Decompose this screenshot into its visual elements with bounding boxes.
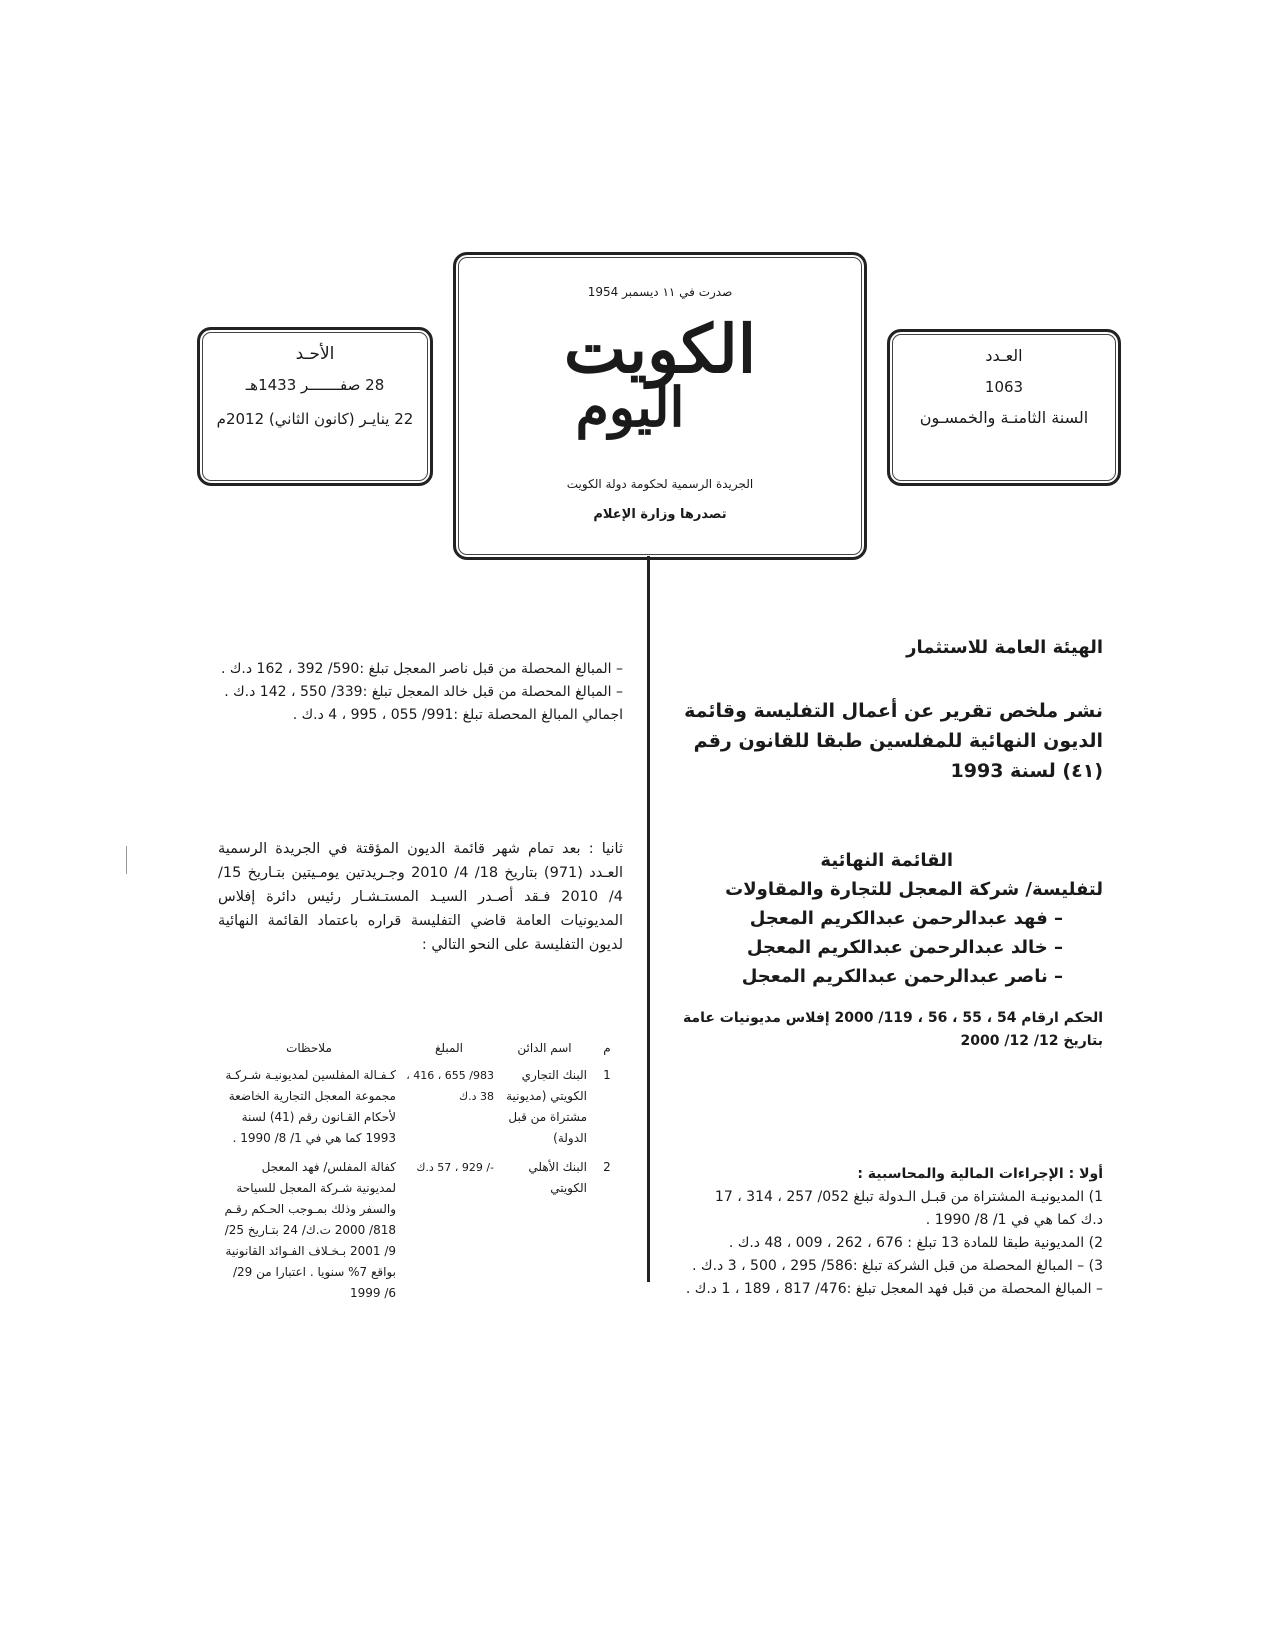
newspaper-title-line1: الكويت bbox=[563, 310, 757, 388]
row-notes: كفالة المفلس/ فهد المعجل لمديونية شـركة المعجل للسياحة والسفر وذلك بمـوجب الحـكم رقـم 818/ 2000 ت.ك/ 24 بتـاريخ 25/ 9/ 2001 بـخـلاف الفـوائد القانونية بواقع 7% سنويا . اعتبارا من 29/ 6/ 1999 bbox=[224, 1160, 396, 1300]
section-item: – المبالغ المحصلة من قبل فهد المعجل تبلغ :476/ 817 ، 189 ، 1 د.ك . bbox=[685, 1281, 1103, 1297]
founded-date: صدرت في ١١ ديسمبر 1954 bbox=[587, 285, 733, 299]
table-row bbox=[218, 1153, 623, 1308]
header-amount: المبلغ bbox=[435, 1041, 463, 1055]
hijri-date: 28 صفـــــــر 1433هـ bbox=[245, 376, 385, 394]
header-creditor: اسم الدائن bbox=[517, 1041, 572, 1055]
table-row bbox=[218, 1061, 623, 1153]
authority-name: الهيئة العامة للاستثمار bbox=[906, 637, 1103, 658]
ruling-line: الحكم ارقام 54 ، 55 ، 56 ، 119/ 2000 إفلاس مديونيات عامة bbox=[682, 1010, 1103, 1026]
first-section bbox=[668, 1163, 1103, 1301]
final-list-line: لتفليسة/ شركة المعجل للتجارة والمقاولات bbox=[725, 879, 1103, 900]
newspaper-title-line2: اليوم bbox=[575, 375, 685, 439]
table-header-row bbox=[218, 1036, 623, 1061]
amount-line: – المبالغ المحصلة من قبل خالد المعجل تبلغ :339/ 550 ، 142 د.ك . bbox=[224, 684, 623, 700]
final-list-line: – ناصر عبدالرحمن عبدالكريم المعجل bbox=[741, 966, 1063, 987]
issue-year: السنة الثامنـة والخمسـون bbox=[919, 408, 1089, 427]
ruling-info bbox=[668, 1007, 1103, 1053]
section-item: 3) – المبالغ المحصلة من قبل الشركة تبلغ :586/ 295 ، 500 ، 3 د.ك . bbox=[692, 1258, 1103, 1274]
header-notes: ملاحظات bbox=[286, 1041, 332, 1055]
final-list-line: – فهد عبدالرحمن عبدالكريم المعجل bbox=[749, 908, 1063, 929]
row-no: 1 bbox=[603, 1068, 611, 1082]
masthead-box bbox=[453, 252, 867, 560]
row-amount: 983/ 655 ، 416 ، 38 د.ك bbox=[406, 1069, 494, 1103]
row-amount: -/ 929 ، 57 د.ك bbox=[416, 1161, 494, 1174]
publisher-line: تصدرها وزارة الإعلام bbox=[593, 507, 727, 522]
final-list bbox=[668, 846, 1103, 991]
section-item: 2) المديونية طبقا للمادة 13 تبلغ : 676 ، 262 ، 009 ، 48 د.ك . bbox=[728, 1235, 1103, 1251]
date-box bbox=[197, 327, 433, 486]
section-item: د.ك كما هي في 1/ 8/ 1990 . bbox=[925, 1212, 1103, 1228]
section-heading: أولا : الإجراءات المالية والمحاسبية : bbox=[857, 1166, 1103, 1182]
final-list-line: – خالد عبدالرحمن عبدالكريم المعجل bbox=[746, 937, 1063, 958]
ruling-line: بتاريخ 12/ 12/ 2000 bbox=[960, 1033, 1103, 1049]
weekday: الأحـد bbox=[295, 344, 335, 364]
second-section: ثانيا : بعد تمام شهر قائمة الديون المؤقتة في الجريدة الرسمية العـدد (971) بتاريخ 18/ 4/ 2010 وجـريدتين يومـيتين بتـاريخ 15/ 4/ 2010 فـقد أصـدر السيـد المستـشـار رئيس دائرة إفلاس المديونيات العامة قاضي التفليسة قراره باعتماد القائمة النهائية لديون التفليسة على النحو التالي : bbox=[218, 841, 624, 953]
issue-box bbox=[887, 329, 1121, 486]
amount-line: – المبالغ المحصلة من قبل ناصر المعجل تبلغ :590/ 392 ، 162 د.ك . bbox=[220, 661, 623, 677]
issue-number: 1063 bbox=[984, 378, 1024, 396]
report-title-line: الديون النهائية للمفلسين طبقا للقانون رقم (٤١) لسنة 1993 bbox=[693, 730, 1103, 782]
final-list-heading: القائمة النهائية bbox=[820, 850, 953, 871]
row-creditor: البنك التجاري الكويتي (مديونية مشتراة من قبل الدولة) bbox=[506, 1068, 587, 1145]
newspaper-subtitle: الجريدة الرسمية لحكومة دولة الكويت bbox=[566, 477, 754, 491]
gregorian-date: 22 ينايـر (كانون الثاني) 2012م bbox=[216, 410, 414, 428]
margin-mark bbox=[126, 846, 127, 874]
section-item: 1) المديونيـة المشتراة من قبـل الـدولة تبلغ 052/ 257 ، 314 ، 17 bbox=[714, 1189, 1103, 1205]
column-divider bbox=[647, 556, 650, 1282]
header-no: م bbox=[603, 1041, 611, 1055]
report-title bbox=[668, 696, 1103, 786]
row-notes: كـفـالة المفلسين لمديونيـة شـركـة مجموعة المعجل التجارية الخاضعة لأحكام القـانون رقم (41) لسنة 1993 كما هي في 1/ 8/ 1990 . bbox=[225, 1068, 396, 1145]
issue-label: العـدد bbox=[985, 346, 1023, 365]
row-creditor: البنك الأهلي الكويتي bbox=[528, 1160, 587, 1195]
creditors-table bbox=[218, 1036, 623, 1308]
row-no: 2 bbox=[603, 1160, 611, 1174]
report-title-line: نشر ملخص تقرير عن أعمال التفليسة وقائمة bbox=[684, 700, 1103, 722]
amount-line: اجمالي المبالغ المحصلة تبلغ :991/ 055 ، 995 ، 4 د.ك . bbox=[292, 707, 623, 723]
collected-amounts bbox=[218, 658, 623, 727]
